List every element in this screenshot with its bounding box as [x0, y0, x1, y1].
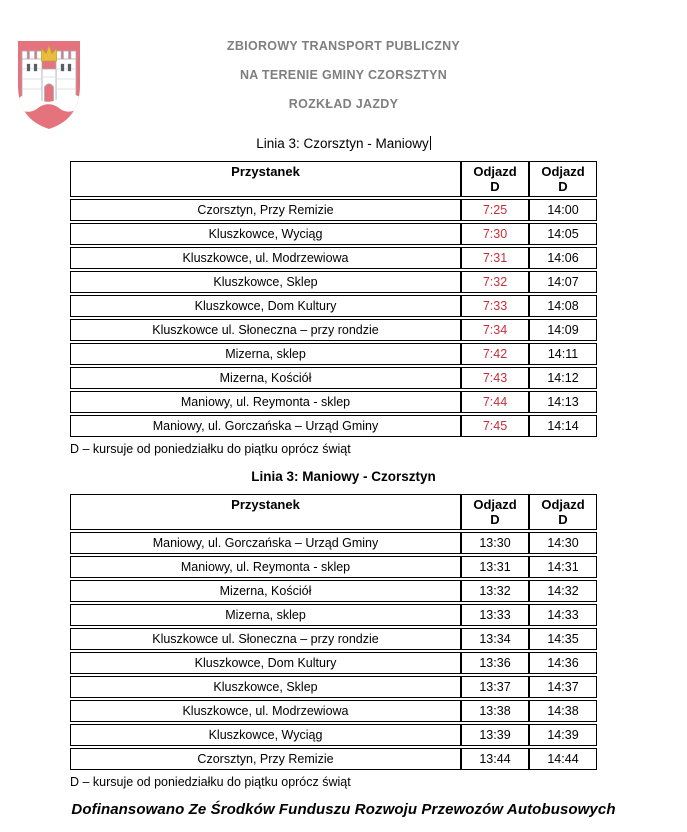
departure-time-cell-late: 14:36	[529, 652, 597, 674]
departure-time-cell-afternoon: 14:00	[529, 199, 597, 221]
stop-name-cell: Maniowy, ul. Gorczańska – Urząd Gminy	[70, 532, 461, 554]
funding-footer: Dofinansowano Ze Środków Funduszu Rozwoju Przewozów Autobusowych	[71, 801, 616, 818]
table-row	[70, 532, 597, 554]
table-row	[70, 199, 597, 221]
departure-time-cell-early: 13:32	[461, 580, 529, 602]
stop-name-cell: Kluszkowce, Wyciąg	[70, 223, 461, 245]
stop-name-cell: Czorsztyn, Przy Remizie	[70, 748, 461, 770]
departure-time-cell-late: 14:38	[529, 700, 597, 722]
departure-time-cell-morning: 7:34	[461, 319, 529, 341]
departure-time-cell-late: 14:39	[529, 724, 597, 746]
table-row	[70, 724, 597, 746]
departure-time-cell-early: 13:36	[461, 652, 529, 674]
table-row	[70, 652, 597, 674]
header-line-3: ROZKŁAD JAZDY	[288, 97, 399, 111]
departure-time-cell-afternoon: 14:06	[529, 247, 597, 269]
table-row	[70, 223, 597, 245]
column-header-stop-label: Przystanek	[231, 497, 300, 512]
section2-title: Linia 3: Maniowy - Czorsztyn	[251, 469, 436, 484]
table-row	[70, 556, 597, 578]
timetable-maniowy-czorsztyn	[70, 492, 597, 772]
stop-name-cell: Kluszkowce, Wyciąg	[70, 724, 461, 746]
departure-time-cell-late: 14:31	[529, 556, 597, 578]
departure-time-cell-morning: 7:44	[461, 391, 529, 413]
table-row	[70, 391, 597, 413]
stop-name-cell: Czorsztyn, Przy Remizie	[70, 199, 461, 221]
departure-time-cell-early: 13:33	[461, 604, 529, 626]
departure-time-cell-afternoon: 14:14	[529, 415, 597, 437]
header-row	[70, 494, 597, 530]
table-row	[70, 319, 597, 341]
column-header-departure-2: Odjazd D	[529, 161, 597, 197]
stop-name-cell: Kluszkowce, Sklep	[70, 271, 461, 293]
departure-time-cell-morning: 7:30	[461, 223, 529, 245]
column-header-stop-label: Przystanek	[231, 164, 300, 179]
departure-time-cell-early: 13:38	[461, 700, 529, 722]
departure-time-cell-afternoon: 14:07	[529, 271, 597, 293]
table-row	[70, 604, 597, 626]
column-header-stop	[70, 494, 461, 530]
departure-time-cell-morning: 7:45	[461, 415, 529, 437]
departure-time-cell-morning: 7:32	[461, 271, 529, 293]
table-row	[70, 367, 597, 389]
stop-name-cell: Kluszkowce, Dom Kultury	[70, 295, 461, 317]
departure-time-cell-early: 13:31	[461, 556, 529, 578]
column-header-departure-1: Odjazd D	[461, 161, 529, 197]
departure-time-cell-early: 13:37	[461, 676, 529, 698]
column-header-departure-2: Odjazd D	[529, 494, 597, 530]
departure-time-cell-afternoon: 14:12	[529, 367, 597, 389]
section1-title	[0, 134, 687, 153]
gmina-czorsztyn-crest-icon	[13, 35, 85, 133]
departure-time-cell-afternoon: 14:11	[529, 343, 597, 365]
departure-time-cell-late: 14:33	[529, 604, 597, 626]
stop-name-cell: Kluszkowce, ul. Modrzewiowa	[70, 700, 461, 722]
stop-name-cell: Kluszkowce ul. Słoneczna – przy rondzie	[70, 319, 461, 341]
stop-name-cell: Kluszkowce, Sklep	[70, 676, 461, 698]
departure-time-cell-morning: 7:31	[461, 247, 529, 269]
departure-time-cell-morning: 7:33	[461, 295, 529, 317]
table-row	[70, 676, 597, 698]
column-header-stop	[70, 161, 461, 197]
section1-title-text: Linia 3: Czorsztyn - Maniowy	[256, 136, 429, 151]
departure-time-cell-afternoon: 14:08	[529, 295, 597, 317]
header-line-2: NA TERENIE GMINY CZORSZTYN	[239, 68, 448, 82]
table-row	[70, 628, 597, 650]
departure-time-cell-early: 13:30	[461, 532, 529, 554]
stop-name-cell: Mizerna, Kościół	[70, 580, 461, 602]
table-row	[70, 748, 597, 770]
header-row	[70, 161, 597, 197]
stop-name-cell: Maniowy, ul. Gorczańska – Urząd Gminy	[70, 415, 461, 437]
departure-time-cell-early: 13:44	[461, 748, 529, 770]
departure-time-cell-late: 14:35	[529, 628, 597, 650]
stop-name-cell: Kluszkowce, Dom Kultury	[70, 652, 461, 674]
timetable-body-1	[70, 199, 597, 437]
header-line-1: ZBIOROWY TRANSPORT PUBLICZNY	[226, 39, 461, 53]
departure-time-cell-morning: 7:25	[461, 199, 529, 221]
departure-time-cell-late: 14:37	[529, 676, 597, 698]
stop-name-cell: Maniowy, ul. Reymonta - sklep	[70, 556, 461, 578]
table-row	[70, 700, 597, 722]
legend-note-2: D – kursuje od poniedziałku do piątku oprócz świąt	[70, 775, 351, 789]
table-row	[70, 343, 597, 365]
departure-time-cell-afternoon: 14:05	[529, 223, 597, 245]
departure-time-cell-late: 14:44	[529, 748, 597, 770]
departure-time-cell-early: 13:39	[461, 724, 529, 746]
stop-name-cell: Mizerna, Kościół	[70, 367, 461, 389]
departure-time-cell-afternoon: 14:13	[529, 391, 597, 413]
departure-time-cell-early: 13:34	[461, 628, 529, 650]
table-row	[70, 247, 597, 269]
table-row	[70, 580, 597, 602]
timetable-czorsztyn-maniowy	[70, 159, 597, 439]
legend-note-1: D – kursuje od poniedziałku do piątku oprócz świąt	[70, 442, 351, 456]
stop-name-cell: Maniowy, ul. Reymonta - sklep	[70, 391, 461, 413]
departure-time-cell-morning: 7:43	[461, 367, 529, 389]
departure-time-cell-morning: 7:42	[461, 343, 529, 365]
table-row	[70, 295, 597, 317]
column-header-departure-1: Odjazd D	[461, 494, 529, 530]
stop-name-cell: Mizerna, sklep	[70, 343, 461, 365]
table-row	[70, 271, 597, 293]
stop-name-cell: Mizerna, sklep	[70, 604, 461, 626]
timetable-body-2	[70, 532, 597, 770]
stop-name-cell: Kluszkowce, ul. Modrzewiowa	[70, 247, 461, 269]
document-header	[0, 0, 687, 119]
departure-time-cell-late: 14:32	[529, 580, 597, 602]
text-cursor	[430, 136, 431, 150]
departure-time-cell-late: 14:30	[529, 532, 597, 554]
stop-name-cell: Kluszkowce ul. Słoneczna – przy rondzie	[70, 628, 461, 650]
table-row	[70, 415, 597, 437]
departure-time-cell-afternoon: 14:09	[529, 319, 597, 341]
